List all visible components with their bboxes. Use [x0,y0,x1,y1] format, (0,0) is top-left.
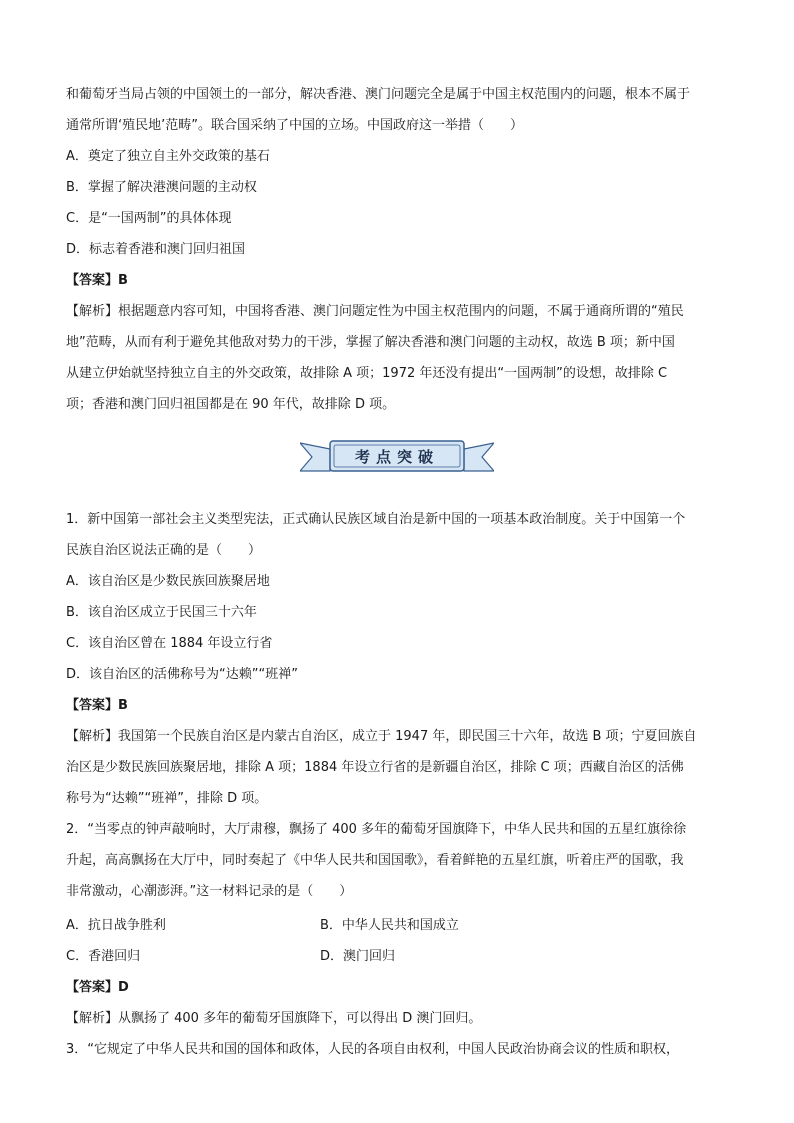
q1-option-d: D．该自治区的活佛称号为“达赖”“班禅” [66,667,298,682]
q3-stem-line: 3．“它规定了中华人民共和国的国体和政体，人民的各项自由权利，中国人民政治协商会议的性质和职权， [66,1042,680,1057]
answer-label: 【答案】B [66,273,128,288]
q2-option-d: D．澳门回归 [320,949,396,964]
q1-stem-line: 民族自治区说法正确的是（ ） [66,543,262,558]
analysis-line: 从建立伊始就坚持独立自主的外交政策，故排除 A 项；1972 年还没有提出“一国两制”的设想，故排除 C [66,366,668,381]
analysis-line: 【解析】根据题意内容可知，中国将香港、澳门问题定性为中国主权范围内的问题，不属于通商所谓的“殖民 [66,304,684,319]
banner-label: 考点突破 [354,448,440,466]
analysis-line: 项；香港和澳门回归祖国都是在 90 年代，故排除 D 项。 [66,397,396,412]
q1-analysis-line: 治区是少数民族回族聚居地，排除 A 项；1884 年设立行省的是新疆自治区，排除 C 项；西藏自治区的活佛 [66,760,684,775]
q1-option-a: A．该自治区是少数民族回族聚居地 [66,574,270,589]
option-a: A．奠定了独立自主外交政策的基石 [66,149,270,164]
q2-stem-line: 非常激动，心潮澎湃。”这一材料记录的是（ ） [66,884,353,899]
q1-stem-line: 1．新中国第一部社会主义类型宪法，正式确认民族区域自治是新中国的一项基本政治制度。关于中国第一个 [66,512,686,527]
option-d: D．标志着香港和澳门回归祖国 [66,242,246,257]
question-stem-line: 通常所谓‘殖民地’范畴”。联合国采纳了中国的立场。中国政府这一举措（ ） [66,118,523,133]
analysis-line: 地”范畴，从而有利于避免其他敌对势力的干涉，掌握了解决香港和澳门问题的主动权，故选 B 项；新中国 [66,335,675,350]
q1-analysis-line: 称号为“达赖”“班禅”，排除 D 项。 [66,791,268,806]
option-c: C．是“一国两制”的具体体现 [66,211,232,226]
q2-stem-line: 升起，高高飘扬在大厅中，同时奏起了《中华人民共和国国歌》，看着鲜艳的五星红旗，听着庄严的国歌，我 [66,853,684,868]
q1-option-b: B．该自治区成立于民国三十六年 [66,605,257,620]
section-banner [300,437,494,477]
q2-option-a: A．抗日战争胜利 [66,918,166,933]
q1-analysis-line: 【解析】我国第一个民族自治区是内蒙古自治区，成立于 1947 年，即民国三十六年，故选 B 项；宁夏回族自 [66,729,697,744]
q2-analysis: 【解析】从飘扬了 400 多年的葡萄牙国旗降下，可以得出 D 澳门回归。 [66,1011,482,1026]
q2-stem-line: 2．“当零点的钟声敲响时，大厅肃穆，飘扬了 400 多年的葡萄牙国旗降下，中华人民共和国的五星红旗徐徐 [66,822,687,837]
q2-answer: 【答案】D [66,980,129,995]
question-stem-line: 和葡萄牙当局占领的中国领土的一部分，解决香港、澳门问题完全是属于中国主权范围内的问题，根本不属于 [66,87,691,102]
q2-option-c: C．香港回归 [66,949,141,964]
q2-option-b: B．中华人民共和国成立 [320,918,459,933]
q1-option-c: C．该自治区曾在 1884 年设立行省 [66,636,273,651]
option-b: B．掌握了解决港澳问题的主动权 [66,180,257,195]
banner-ribbon-left [300,443,330,471]
q1-answer: 【答案】B [66,698,128,713]
banner-ribbon-right [464,443,494,471]
